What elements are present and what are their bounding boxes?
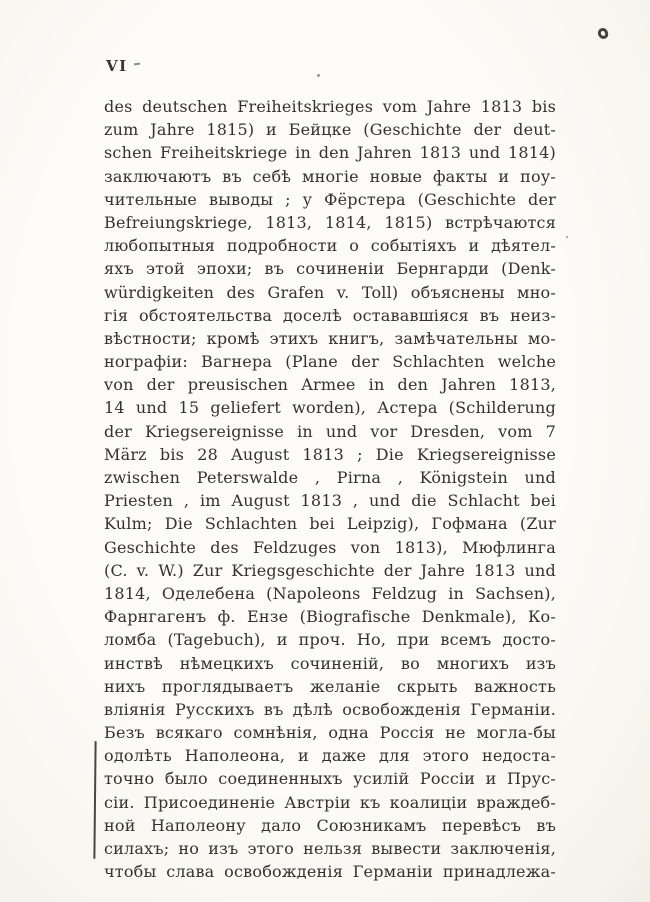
text-line: чительные выводы ; у Фёрстера (Geschichte der — [104, 189, 556, 209]
text-line: der Kriegsereignisse in und vor Dresden, vom 7 — [104, 421, 556, 441]
text-line: (C. v. W.) Zur Kriegsgeschichte der Jahre 1813 und — [104, 560, 556, 580]
ink-stain-mark — [597, 27, 610, 41]
text-line: ной Наполеону дало Союзникамъ перевѣсъ въ — [104, 815, 556, 835]
text-line: сіи. Присоединеніе Австріи къ коалиціи враждеб- — [104, 792, 556, 812]
text-line: Kulm; Die Schlachten bei Leipzig), Гофмана (Zur — [104, 514, 556, 534]
text-line: März bis 28 August 1813 ; Die Kriegsereignisse — [104, 444, 556, 464]
text-line: Безъ всякаго сомнѣнія, одна Россія не могла-бы — [104, 723, 556, 743]
text-line: заключаютъ въ себѣ многіе новые факты и поу- — [104, 166, 556, 186]
text-line: одолѣть Наполеона, и даже для этого недоста- — [104, 746, 556, 766]
page-number: VI — [106, 57, 128, 75]
text-line: schen Freiheitskriege in den Jahren 1813 und 1814) — [104, 143, 556, 163]
text-line: вліянія Русскихъ въ дѣлѣ освобожденія Германіи. — [104, 699, 556, 719]
body-text-block — [104, 95, 556, 883]
text-line: вѣстности; кромѣ этихъ книгъ, замѣчательны мо- — [104, 328, 556, 348]
text-line: точно было соединенныхъ усилій Россіи и Прус- — [104, 769, 556, 789]
text-line: силахъ; но изъ этого нельзя вывести заключенія, — [104, 839, 556, 858]
text-line: zwischen Peterswalde , Pirna , Königstein und — [104, 468, 556, 487]
text-line: zum Jahre 1815) и Бейцке (Geschichte der deut- — [104, 120, 556, 140]
paper-speck — [317, 74, 320, 77]
text-line: нографіи: Вагнера (Plane der Schlachten welche — [104, 352, 556, 372]
text-line: Фарнгагенъ ф. Ензе (Biografische Denkmale), Ко- — [104, 607, 556, 627]
text-line: яхъ этой эпохи; въ сочиненіи Бернгарди (Denk- — [104, 259, 556, 279]
text-line: гія обстоятельства доселѣ остававшіяся въ неиз- — [104, 305, 556, 325]
text-line: 14 und 15 geliefert worden), Астера (Schilderung — [104, 398, 556, 418]
text-line: 1814, Оделебена (Napoleons Feldzug in Sachsen), — [104, 583, 556, 603]
text-line: des deutschen Freiheitskrieges vom Jahre 1813 bis — [104, 97, 556, 116]
text-line: Befreiungskriege, 1813, 1814, 1815) встрѣчаются — [104, 212, 556, 232]
paper-speck — [566, 236, 568, 238]
text-line: любопытныя подробности о событіяхъ и дѣятел- — [104, 236, 556, 256]
margin-line-mark — [93, 741, 96, 859]
text-line: von der preusischen Armee in den Jahren 1813, — [104, 375, 556, 395]
text-line: ломба (Tagebuch), и проч. Но, при всемъ досто- — [104, 630, 556, 650]
stray-dash-mark — [134, 63, 140, 66]
text-line: чтобы слава освобожденія Германіи принадлежа- — [104, 862, 556, 882]
text-line: Geschichte des Feldzuges von 1813), Мюфлинга — [104, 537, 556, 557]
text-line: инствѣ нѣмецкихъ сочиненій, во многихъ изъ — [104, 653, 556, 673]
text-line: Priesten , im August 1813 , und die Schlacht bei — [104, 491, 556, 511]
text-line: нихъ проглядываетъ желаніе скрыть важность — [104, 676, 556, 696]
text-line: würdigkeiten des Grafen v. Toll) объяснены мно- — [104, 282, 556, 302]
